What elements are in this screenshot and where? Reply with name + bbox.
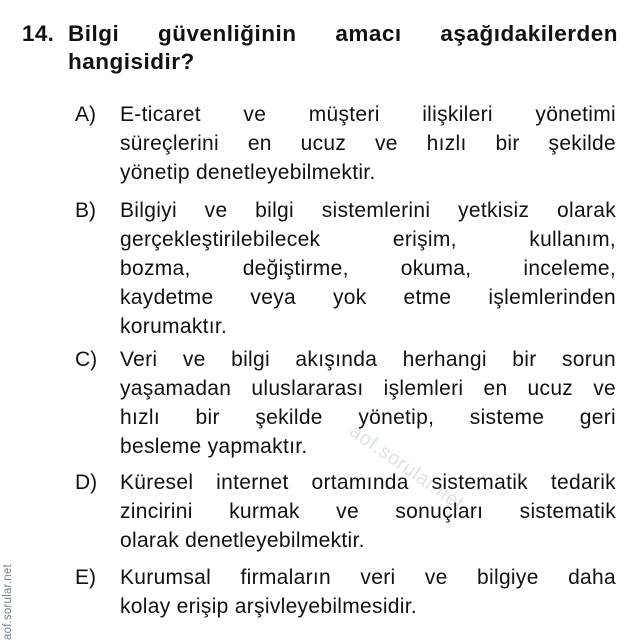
option-letter: C): [75, 348, 98, 371]
option-line: E-ticaret ve müşteri ilişkileri yönetimi: [120, 103, 616, 126]
option-text: [120, 563, 616, 621]
option-letter: D): [75, 471, 98, 494]
option-letter: A): [75, 103, 96, 126]
watermark-side: aof.sorular.net: [2, 564, 14, 640]
option-line: gerçekleştirilebilecek erişim, kullanım,: [120, 228, 616, 251]
option-line: besleme yapmaktır.: [120, 435, 308, 458]
option-line: Bilgiyi ve bilgi sistemlerini yetkisiz olarak: [120, 199, 616, 222]
question-stem: [68, 20, 618, 76]
option-line: zincirini kurmak ve sonuçları sistematik: [120, 500, 616, 523]
option-line: Küresel internet ortamında sistematik tedarik: [120, 471, 616, 494]
option-letter: E): [75, 566, 96, 589]
question-stem-line: Bilgi güvenliğinin amacı aşağıdakilerden: [68, 21, 618, 46]
option-line: yönetip denetleyebilmektir.: [120, 161, 376, 184]
option-line: yaşamadan uluslararası işlemleri en ucuz ve: [120, 377, 616, 400]
option-line: bozma, değiştirme, okuma, inceleme,: [120, 257, 616, 280]
option-letter: B): [75, 199, 96, 222]
option-line: süreçlerini en ucuz ve hızlı bir şekilde: [120, 132, 616, 155]
option-text: [120, 100, 616, 187]
option-line: Kurumsal firmaların veri ve bilgiye daha: [120, 566, 616, 589]
option-text: [120, 196, 616, 341]
option-text: [120, 468, 616, 555]
option-line: hızlı bir şekilde yönetip, sisteme geri: [120, 406, 616, 429]
watermark-center: aof.sorular.net: [345, 420, 468, 516]
option-line: kaydetme veya yok etme işlemlerinden: [120, 286, 616, 309]
question-stem-line: hangisidir?: [68, 49, 195, 74]
option-line: korumaktır.: [120, 315, 228, 338]
option-line: kolay erişip arşivleyebilmesidir.: [120, 595, 417, 618]
question-number: 14.: [22, 21, 55, 46]
option-line: olarak denetleyebilmektir.: [120, 529, 365, 552]
option-line: Veri ve bilgi akışında herhangi bir sorun: [120, 348, 616, 371]
